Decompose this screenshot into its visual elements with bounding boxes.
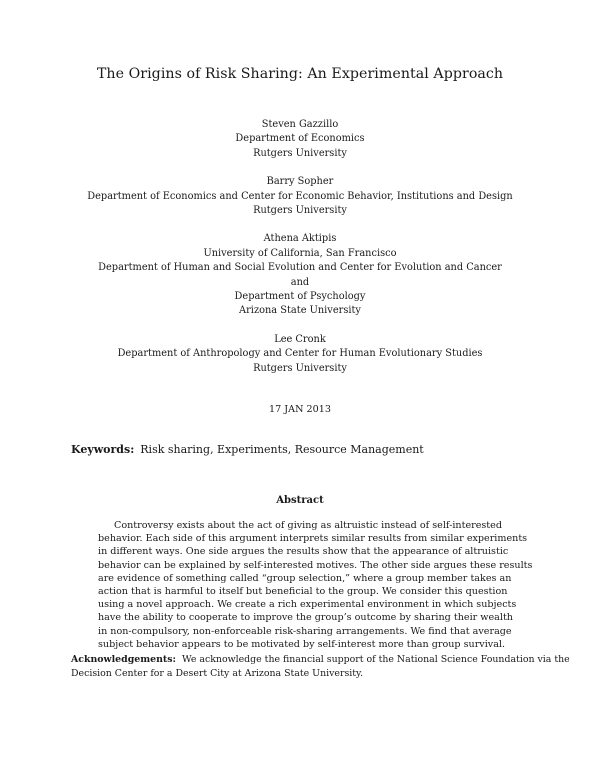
abstract-body (98, 519, 533, 651)
acknowledgements-line (71, 653, 570, 667)
author-name: Lee Cronk (274, 333, 326, 345)
acknowledgements-text: We acknowledge the financial support of the National Science Foundation via the (181, 654, 570, 665)
author-list (0, 118, 600, 390)
abstract-line: behavior can be explained by self-interested motives. The other side argues these results (98, 559, 533, 571)
keywords-label: Keywords: (71, 443, 135, 456)
author-affiliation: Rutgers University (253, 147, 347, 159)
author-name: Athena Aktipis (263, 233, 337, 245)
abstract-line: using a novel approach. We create a rich experimental environment in which subjects (98, 599, 517, 611)
abstract-line: subject behavior appears to be motivated by self-interest more than group survival. (98, 638, 506, 650)
abstract-line: in non-compulsory, non-enforceable risk-sharing arrangements. We find that average (98, 625, 512, 637)
abstract-line: in different ways. One side argues the results show that the appearance of altruistic (98, 546, 509, 558)
abstract-line: Controversy exists about the act of giving as altruistic instead of self-interested (114, 520, 502, 531)
acknowledgements-label: Acknowledgements: (71, 654, 176, 665)
author-name: Steven Gazzillo (261, 119, 339, 130)
abstract-line: have the ability to cooperate to improve the group’s outcome by sharing their wealth (98, 612, 513, 624)
paper-title: The Origins of Risk Sharing: An Experimental Approach (96, 66, 504, 82)
author-name: Barry Sopher (266, 176, 334, 188)
abstract-heading: Abstract (276, 495, 324, 506)
author-block (0, 232, 600, 318)
author-affiliation: Department of Economics (235, 133, 365, 145)
author-affiliation: Rutgers University (253, 205, 347, 217)
paper-date: 17 JAN 2013 (269, 404, 331, 415)
author-affiliation: Arizona State University (239, 305, 361, 317)
author-block (0, 118, 600, 161)
author-affiliation: Department of Economics and Center for Economic Behavior, Institutions and Design (87, 190, 513, 202)
author-affiliation: Department of Psychology (234, 291, 366, 303)
abstract-line: action that is harmful to itself but beneficial to the group. We consider this question (98, 586, 508, 598)
author-block (0, 333, 600, 376)
author-affiliation: and (290, 276, 310, 288)
acknowledgements (71, 653, 570, 680)
author-block (0, 175, 600, 218)
author-affiliation: University of California, San Francisco (203, 247, 397, 259)
abstract-line: behavior. Each side of this argument interprets similar results from similar experiments (98, 533, 528, 545)
keywords-line (71, 443, 424, 456)
author-affiliation: Department of Anthropology and Center for Human Evolutionary Studies (117, 348, 483, 360)
author-affiliation: Rutgers University (253, 362, 347, 374)
keywords-text: Risk sharing, Experiments, Resource Management (140, 443, 424, 456)
author-affiliation: Department of Human and Social Evolution and Center for Evolution and Cancer (98, 262, 502, 274)
acknowledgements-line: Decision Center for a Desert City at Arizona State University. (71, 667, 364, 679)
abstract-line: are evidence of something called “group selection,” where a group member takes an (98, 572, 512, 584)
